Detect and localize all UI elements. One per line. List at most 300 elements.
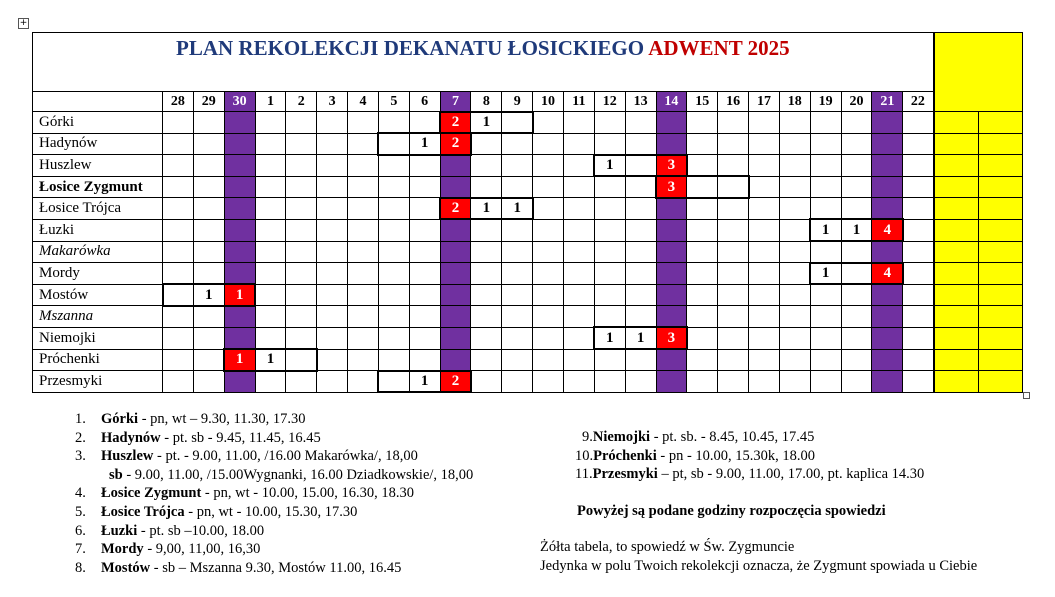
day-cell <box>656 349 687 371</box>
day-cell: 1 <box>409 371 440 393</box>
day-cell <box>378 306 409 328</box>
day-cell <box>163 155 194 177</box>
day-cell: 1 <box>810 219 841 241</box>
day-cell <box>749 176 780 198</box>
day-cell <box>563 306 594 328</box>
day-cell <box>163 176 194 198</box>
note-jedynka: Jedynka w polu Twoich rekolekcji oznacza, że Zygmunt spowiada u Ciebie <box>540 557 978 574</box>
day-cell <box>594 198 625 220</box>
day-cell <box>163 371 194 393</box>
day-cell <box>563 241 594 263</box>
day-cell <box>841 198 872 220</box>
day-cell <box>625 219 656 241</box>
day-cell: 3 <box>656 176 687 198</box>
day-cell <box>810 133 841 155</box>
legend-item: 7. Mordy - 9,00, 11,00, 16,30 <box>75 541 261 558</box>
table-row <box>33 349 1023 371</box>
day-cell <box>409 219 440 241</box>
day-cell <box>471 176 502 198</box>
day-cell <box>625 263 656 285</box>
day-cell <box>348 371 379 393</box>
day-cell <box>409 306 440 328</box>
day-cell: 1 <box>841 219 872 241</box>
day-cell <box>224 133 255 155</box>
yellow-header-cell <box>934 33 1023 112</box>
day-cell <box>317 133 348 155</box>
day-cell <box>440 284 471 306</box>
title-accent: ADWENT 2025 <box>648 36 790 60</box>
day-cell <box>779 198 810 220</box>
day-cell <box>810 198 841 220</box>
day-cell <box>471 349 502 371</box>
yellow-cell <box>978 327 1023 349</box>
table-row <box>33 241 1023 263</box>
day-cell <box>409 198 440 220</box>
day-cell <box>563 133 594 155</box>
day-cell <box>594 349 625 371</box>
yellow-cell <box>978 349 1023 371</box>
day-cell <box>841 133 872 155</box>
day-cell <box>163 327 194 349</box>
day-cell <box>502 349 533 371</box>
day-header-4: 4 <box>348 92 379 112</box>
day-cell <box>594 371 625 393</box>
day-cell <box>903 327 934 349</box>
yellow-cell <box>934 133 979 155</box>
day-cell <box>779 371 810 393</box>
legend-item: 10.Próchenki - pn - 10.00, 15.30k, 18.00 <box>575 447 816 464</box>
day-cell: 1 <box>502 198 533 220</box>
day-cell <box>749 306 780 328</box>
day-cell <box>378 371 409 393</box>
day-cell <box>502 284 533 306</box>
day-cell <box>810 371 841 393</box>
legend-item: 2. Hadynów - pt. sb - 9.45, 11.45, 16.45 <box>75 429 321 446</box>
table-row <box>33 112 1023 134</box>
day-cell <box>286 371 317 393</box>
day-cell <box>563 219 594 241</box>
day-cell <box>563 155 594 177</box>
table-row <box>33 198 1023 220</box>
day-cell <box>224 306 255 328</box>
day-cell <box>286 133 317 155</box>
day-cell <box>810 176 841 198</box>
day-cell <box>841 263 872 285</box>
day-cell <box>656 371 687 393</box>
yellow-cell <box>978 176 1023 198</box>
legend-item: 11.Przesmyki – pt, sb - 9.00, 11.00, 17.00, pt. kaplica 14.30 <box>575 466 925 483</box>
day-cell <box>810 284 841 306</box>
day-cell <box>255 155 286 177</box>
day-cell <box>255 306 286 328</box>
day-cell <box>502 176 533 198</box>
day-cell: 1 <box>594 327 625 349</box>
day-cell <box>749 133 780 155</box>
day-header-15: 15 <box>687 92 718 112</box>
day-cell <box>594 263 625 285</box>
day-cell <box>625 112 656 134</box>
day-cell <box>286 241 317 263</box>
legend-item: 1. Górki - pn, wt – 9.30, 11.30, 17.30 <box>75 411 306 427</box>
day-header-1: 1 <box>255 92 286 112</box>
day-cell: 1 <box>224 284 255 306</box>
day-cell <box>163 198 194 220</box>
day-cell <box>718 133 749 155</box>
day-cell <box>348 284 379 306</box>
day-cell <box>656 133 687 155</box>
day-cell <box>749 219 780 241</box>
day-cell <box>224 176 255 198</box>
day-cell: 2 <box>440 133 471 155</box>
day-cell <box>903 112 934 134</box>
day-cell <box>440 263 471 285</box>
day-header-14: 14 <box>656 92 687 112</box>
day-cell <box>440 176 471 198</box>
table-resize-handle[interactable] <box>1023 392 1030 399</box>
day-cell <box>563 371 594 393</box>
day-cell <box>440 241 471 263</box>
table-row <box>33 371 1023 393</box>
day-cell <box>656 112 687 134</box>
day-cell <box>687 219 718 241</box>
day-cell: 1 <box>255 349 286 371</box>
table-row <box>33 219 1023 241</box>
day-cell <box>903 176 934 198</box>
day-cell: 1 <box>409 133 440 155</box>
day-cell <box>255 133 286 155</box>
parish-name: Łosice Trójca <box>33 198 163 220</box>
day-cell <box>810 349 841 371</box>
day-cell <box>779 155 810 177</box>
schedule-table <box>32 32 1023 393</box>
day-cell <box>687 306 718 328</box>
day-cell <box>625 155 656 177</box>
legend-left <box>75 410 473 577</box>
day-cell <box>317 284 348 306</box>
day-cell <box>286 306 317 328</box>
day-cell <box>749 327 780 349</box>
parish-name: Makarówka <box>33 241 163 263</box>
day-cell <box>903 306 934 328</box>
day-cell <box>841 176 872 198</box>
day-cell <box>502 112 533 134</box>
day-cell: 3 <box>656 155 687 177</box>
yellow-cell <box>978 155 1023 177</box>
day-cell: 2 <box>440 198 471 220</box>
table-move-handle[interactable]: + <box>19 18 28 28</box>
day-cell <box>533 112 564 134</box>
day-cell: 1 <box>471 112 502 134</box>
table-row <box>33 133 1023 155</box>
yellow-cell <box>934 155 979 177</box>
day-cell <box>687 112 718 134</box>
day-cell <box>471 327 502 349</box>
day-cell <box>687 176 718 198</box>
day-cell <box>224 198 255 220</box>
day-cell <box>193 133 224 155</box>
day-cell <box>193 327 224 349</box>
day-cell <box>378 133 409 155</box>
day-cell <box>718 198 749 220</box>
day-header-30: 30 <box>224 92 255 112</box>
day-cell <box>348 219 379 241</box>
yellow-cell <box>934 112 979 134</box>
day-cell <box>779 327 810 349</box>
day-cell <box>563 176 594 198</box>
day-cell: 1 <box>471 198 502 220</box>
day-cell: 4 <box>872 219 903 241</box>
day-cell <box>594 306 625 328</box>
parish-name: Mostów <box>33 284 163 306</box>
day-cell <box>440 219 471 241</box>
day-cell <box>378 349 409 371</box>
day-cell <box>903 371 934 393</box>
day-cell <box>749 112 780 134</box>
table-row <box>33 176 1023 198</box>
day-cell <box>224 327 255 349</box>
day-cell <box>440 327 471 349</box>
yellow-cell <box>934 198 979 220</box>
table-row <box>33 155 1023 177</box>
day-cell <box>193 219 224 241</box>
day-cell <box>533 198 564 220</box>
day-cell <box>409 241 440 263</box>
day-cell <box>471 219 502 241</box>
day-cell <box>348 155 379 177</box>
day-header-3: 3 <box>317 92 348 112</box>
day-cell <box>317 219 348 241</box>
yellow-cell <box>934 176 979 198</box>
day-cell <box>687 349 718 371</box>
day-cell <box>625 241 656 263</box>
day-cell <box>563 112 594 134</box>
parish-name: Łosice Zygmunt <box>33 176 163 198</box>
day-cell <box>348 133 379 155</box>
day-cell <box>317 112 348 134</box>
day-cell <box>841 371 872 393</box>
day-cell <box>193 371 224 393</box>
day-cell <box>193 241 224 263</box>
day-cell <box>471 133 502 155</box>
day-cell <box>533 306 564 328</box>
day-cell <box>193 263 224 285</box>
day-cell <box>903 284 934 306</box>
day-cell <box>471 241 502 263</box>
day-cell <box>563 349 594 371</box>
day-cell: 3 <box>656 327 687 349</box>
day-cell <box>625 176 656 198</box>
yellow-cell <box>978 284 1023 306</box>
yellow-cell <box>934 219 979 241</box>
day-cell <box>533 371 564 393</box>
day-header-7: 7 <box>440 92 471 112</box>
day-cell <box>317 349 348 371</box>
day-cell <box>286 155 317 177</box>
parish-name: Niemojki <box>33 327 163 349</box>
day-cell <box>594 176 625 198</box>
yellow-cell <box>978 133 1023 155</box>
day-cell <box>841 349 872 371</box>
day-cell <box>872 133 903 155</box>
day-cell <box>286 284 317 306</box>
day-cell <box>163 133 194 155</box>
day-cell <box>533 176 564 198</box>
day-cell <box>378 219 409 241</box>
day-cell <box>533 284 564 306</box>
day-cell <box>563 263 594 285</box>
legend-item: 3. Huszlew - pt. - 9.00, 11.00, /16.00 Makarówka/, 18,00 <box>75 448 418 465</box>
day-cell <box>409 349 440 371</box>
day-cell <box>378 198 409 220</box>
day-cell <box>255 176 286 198</box>
day-cell <box>779 133 810 155</box>
parish-name: Górki <box>33 112 163 134</box>
day-cell <box>533 241 564 263</box>
day-cell <box>409 327 440 349</box>
day-cell <box>471 155 502 177</box>
day-cell <box>378 176 409 198</box>
day-cell <box>749 241 780 263</box>
day-cell <box>749 284 780 306</box>
day-cell: 1 <box>625 327 656 349</box>
table-row <box>33 327 1023 349</box>
day-cell <box>193 112 224 134</box>
day-cell <box>594 284 625 306</box>
day-header-18: 18 <box>779 92 810 112</box>
day-cell <box>810 155 841 177</box>
day-cell <box>224 371 255 393</box>
legend-item: 5. Łosice Trójca - pn, wt - 10.00, 15.30, 17.30 <box>75 503 358 520</box>
day-cell <box>872 112 903 134</box>
day-cell <box>348 198 379 220</box>
day-cell <box>163 219 194 241</box>
day-cell <box>255 112 286 134</box>
legend-item: 8. Mostów - sb – Mszanna 9.30, Mostów 11.00, 16.45 <box>75 559 402 576</box>
plan-title <box>33 33 934 92</box>
day-cell <box>193 306 224 328</box>
day-cell <box>594 133 625 155</box>
day-cell <box>718 306 749 328</box>
day-cell <box>533 349 564 371</box>
legend-right <box>540 428 977 576</box>
day-cell <box>872 241 903 263</box>
parish-name: Mszanna <box>33 306 163 328</box>
day-cell <box>193 155 224 177</box>
day-cell <box>810 306 841 328</box>
day-cell <box>656 198 687 220</box>
day-cell <box>625 306 656 328</box>
yellow-cell <box>934 327 979 349</box>
day-cell <box>872 198 903 220</box>
day-header-20: 20 <box>841 92 872 112</box>
yellow-cell <box>978 306 1023 328</box>
note-yellow: Żółta tabela, to spowiedź w Św. Zygmuncie <box>540 539 795 556</box>
day-header-17: 17 <box>749 92 780 112</box>
day-cell <box>718 284 749 306</box>
day-cell <box>378 112 409 134</box>
day-cell <box>471 284 502 306</box>
day-cell: 2 <box>440 371 471 393</box>
day-cell <box>378 155 409 177</box>
day-cell <box>502 327 533 349</box>
day-cell <box>286 112 317 134</box>
day-cell <box>409 176 440 198</box>
day-header-8: 8 <box>471 92 502 112</box>
yellow-cell <box>978 219 1023 241</box>
day-cell <box>903 241 934 263</box>
table-row <box>33 284 1023 306</box>
day-cell <box>625 371 656 393</box>
day-cell <box>872 155 903 177</box>
day-header-16: 16 <box>718 92 749 112</box>
day-cell <box>563 284 594 306</box>
day-cell <box>255 241 286 263</box>
title-main: PLAN REKOLEKCJI DEKANATU ŁOSICKIEGO <box>176 36 645 60</box>
day-cell <box>903 155 934 177</box>
day-cell <box>841 284 872 306</box>
day-cell <box>378 284 409 306</box>
day-cell <box>810 327 841 349</box>
yellow-cell <box>978 371 1023 393</box>
day-cell <box>255 219 286 241</box>
day-cell <box>718 219 749 241</box>
day-cell <box>255 263 286 285</box>
day-cell <box>502 133 533 155</box>
day-cell <box>687 284 718 306</box>
day-cell <box>409 284 440 306</box>
table-row <box>33 306 1023 328</box>
day-cell <box>502 371 533 393</box>
day-header-9: 9 <box>502 92 533 112</box>
day-cell <box>872 349 903 371</box>
day-cell <box>872 284 903 306</box>
day-cell <box>193 198 224 220</box>
day-cell <box>533 327 564 349</box>
day-cell <box>687 133 718 155</box>
day-cell <box>471 263 502 285</box>
day-cell <box>286 327 317 349</box>
day-cell <box>348 349 379 371</box>
day-cell <box>749 198 780 220</box>
day-cell: 1 <box>594 155 625 177</box>
day-cell <box>749 263 780 285</box>
day-cell <box>348 176 379 198</box>
legend-item: 6. Łuzki - pt. sb –10.00, 18.00 <box>75 522 265 539</box>
day-cell <box>872 176 903 198</box>
day-cell <box>348 263 379 285</box>
day-cell <box>625 284 656 306</box>
day-cell <box>502 306 533 328</box>
day-header-2: 2 <box>286 92 317 112</box>
day-cell <box>594 241 625 263</box>
table-row <box>33 263 1023 285</box>
day-cell <box>193 349 224 371</box>
yellow-cell <box>934 349 979 371</box>
day-cell <box>718 263 749 285</box>
day-cell <box>348 112 379 134</box>
day-cell <box>163 306 194 328</box>
day-cell: 4 <box>872 263 903 285</box>
day-cell <box>656 219 687 241</box>
day-cell <box>163 284 194 306</box>
day-cell <box>502 219 533 241</box>
day-cell <box>903 219 934 241</box>
day-cell <box>810 241 841 263</box>
day-cell <box>317 327 348 349</box>
day-cell <box>409 112 440 134</box>
day-cell <box>687 241 718 263</box>
day-cell <box>687 327 718 349</box>
